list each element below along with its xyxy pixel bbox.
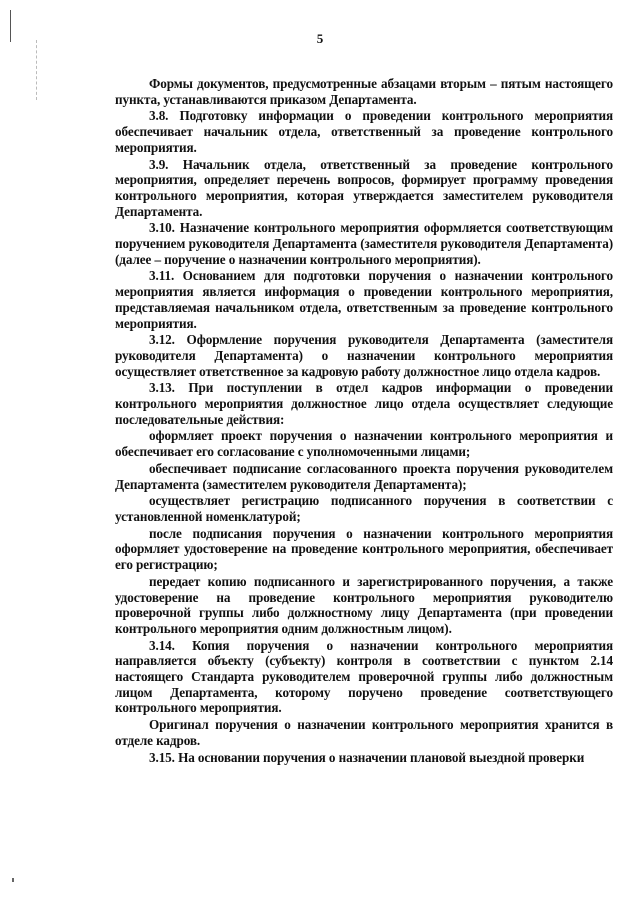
scan-artifact-dot	[12, 878, 14, 882]
paragraph-forms: Формы документов, предусмотренные абзацами вторым – пятым настоящего пункта, устанавливаются приказом Департамента.	[115, 76, 613, 107]
scan-artifact-dash	[36, 40, 38, 100]
paragraph-3-11: 3.11. Основанием для подготовки поручения о назначении контрольного мероприятия является информация о проведении контрольного мероприятия, представляемая начальником отдела, ответственным за проведение контрольного мероприятия.	[115, 268, 613, 331]
list-item-certificate: после подписания поручения о назначении контрольного мероприятия оформляет удостоверение на проведение контрольного мероприятия, обеспечивает его регистрацию;	[115, 525, 613, 573]
paragraph-original: Оригинал поручения о назначении контрольного мероприятия хранится в отделе кадров.	[115, 717, 613, 748]
paragraph-3-15: 3.15. На основании поручения о назначении плановой выездной проверки	[149, 749, 585, 765]
paragraph-3-10: 3.10. Назначение контрольного мероприятия оформляется соответствующим поручением руководителя Департамента (заместителя руководителя Департамента) (далее – поручение о назначении контрольного мероприятия).	[115, 220, 613, 267]
paragraph-3-13: 3.13. При поступлении в отдел кадров информации о проведении контрольного мероприятия должностное лицо отдела осуществляет следующие последовательные действия:	[115, 380, 613, 427]
document-body	[115, 76, 613, 765]
list-item-draft: оформляет проект поручения о назначении контрольного мероприятия и обеспечивает его согласование с уполномоченными лицами;	[115, 428, 613, 460]
paragraph-3-12: 3.12. Оформление поручения руководителя Департамента (заместителя руководителя Департамента) о назначении контрольного мероприятия осуществляет ответственное за кадровую работу должностное лицо отдела кадров.	[115, 332, 613, 379]
page-number: 5	[316, 31, 324, 46]
list-item-signing: обеспечивает подписание согласованного проекта поручения руководителем Департамента (заместителем руководителя Департамента);	[115, 460, 613, 492]
paragraph-3-14: 3.14. Копия поручения о назначении контрольного мероприятия направляется объекту (субъекту) контроля в соответствии с пунктом 2.14 настоящего Стандарта руководителем проверочной группы либо должностным лицом Департамента, которому поручено проведение соответствующего контрольного мероприятия.	[115, 637, 613, 716]
paragraph-3-8: 3.8. Подготовку информации о проведении контрольного мероприятия обеспечивает начальник отдела, ответственный за проведение контрольного мероприятия.	[115, 108, 613, 155]
list-item-transfer: передает копию подписанного и зарегистрированного поручения, а также удостоверение на проведение контрольного мероприятия руководителю проверочной группы либо должностному лицу Департамента (при проведении контрольного мероприятия одним должностным лицом).	[115, 573, 613, 636]
paragraph-3-9: 3.9. Начальник отдела, ответственный за проведение контрольного мероприятия, определяет перечень вопросов, формирует программу проведения контрольного мероприятия, которая утверждается заместителем руководителя Департамента.	[115, 156, 613, 219]
list-item-registration: осуществляет регистрацию подписанного поручения в соответствии с установленной номенклатурой;	[115, 493, 613, 524]
